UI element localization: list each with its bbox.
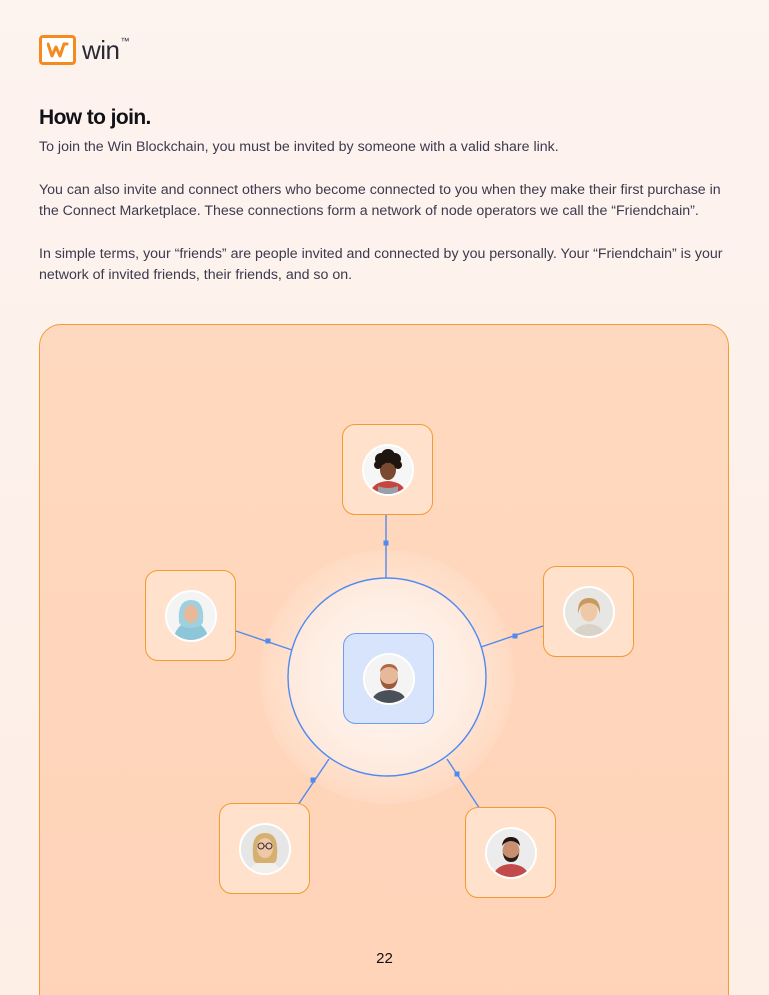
friend-node-left	[145, 570, 236, 661]
page-number: 22	[376, 950, 393, 967]
intro-paragraph: To join the Win Blockchain, you must be invited by someone with a valid share link.	[39, 139, 559, 155]
connector-bottom-left-dot	[311, 778, 316, 783]
bearded-man-icon	[365, 655, 413, 703]
friend-node-bottom-left	[219, 803, 310, 894]
woman-glasses-icon	[241, 825, 289, 873]
friend-node-bottom-right	[465, 807, 556, 898]
connector-right-dot	[513, 634, 518, 639]
woman-hijab-icon	[167, 592, 215, 640]
friend-node-top	[342, 424, 433, 515]
page-title: How to join.	[39, 106, 151, 129]
win-logo	[39, 35, 129, 65]
curly-hair-person-icon	[364, 446, 412, 494]
avatar-bearded-man	[363, 653, 415, 705]
connector-left-dot	[266, 639, 271, 644]
friend-node-right	[543, 566, 634, 657]
avatar-man-dark-beard	[485, 827, 537, 879]
friendchain-diagram-panel	[39, 324, 729, 995]
avatar-woman-glasses	[239, 823, 291, 875]
avatar-woman-blonde-short	[563, 586, 615, 638]
invite-paragraph: You can also invite and connect others who become connected to you when they make their first purchase in the Connect Marketplace. These connections form a network of node operators we call the “Friendchain”.	[39, 182, 721, 219]
center-node	[343, 633, 434, 724]
win-logo-mark	[39, 35, 76, 65]
man-dark-beard-icon	[487, 829, 535, 877]
friendchain-paragraph: In simple terms, your “friends” are people invited and connected by you personally. Your “Friendchain” is your network of invited friends, their friends, and so on.	[39, 246, 723, 283]
w-logo-icon	[47, 42, 69, 58]
avatar-curly-hair-person	[362, 444, 414, 496]
connector-top-dot	[384, 541, 389, 546]
connector-bottom-right-dot	[455, 772, 460, 777]
avatar-woman-hijab	[165, 590, 217, 642]
win-logo-wordmark: win™	[82, 35, 130, 65]
woman-blonde-short-icon	[565, 588, 613, 636]
